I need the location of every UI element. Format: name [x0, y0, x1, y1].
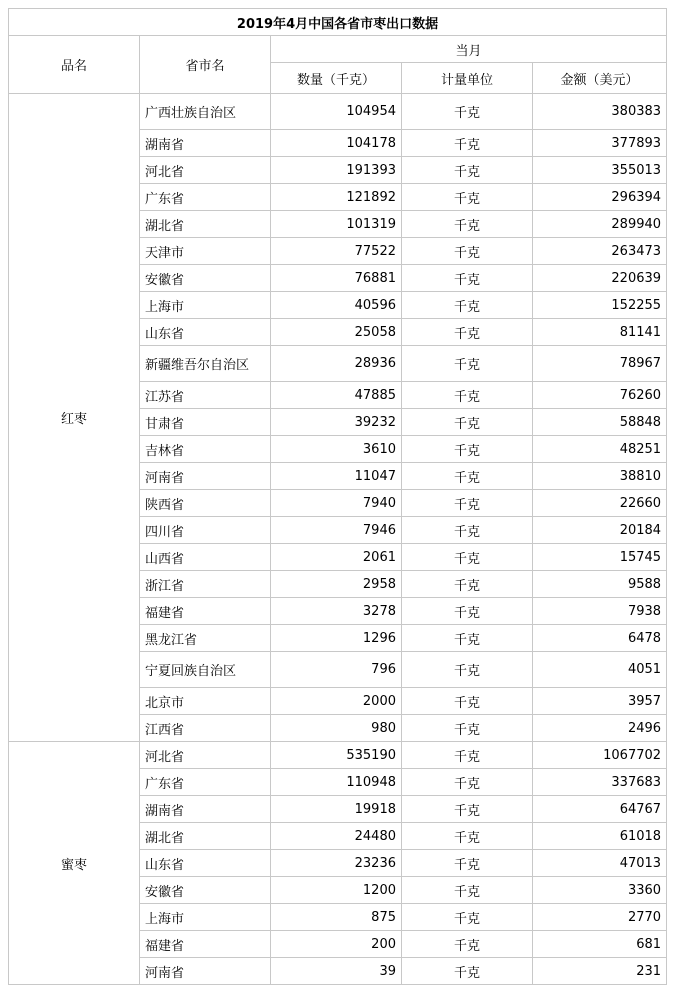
- amount-cell: 681: [533, 931, 667, 958]
- unit-cell: 千克: [402, 544, 533, 571]
- province-cell: 广东省: [140, 184, 271, 211]
- province-cell: 湖南省: [140, 796, 271, 823]
- amount-cell: 355013: [533, 157, 667, 184]
- quantity-cell: 200: [271, 931, 402, 958]
- amount-cell: 48251: [533, 436, 667, 463]
- category-cell: 红枣: [9, 94, 140, 742]
- unit-cell: 千克: [402, 490, 533, 517]
- province-cell: 河南省: [140, 463, 271, 490]
- quantity-cell: 11047: [271, 463, 402, 490]
- province-cell: 天津市: [140, 238, 271, 265]
- province-cell: 北京市: [140, 688, 271, 715]
- title-row: [9, 9, 667, 36]
- quantity-cell: 25058: [271, 319, 402, 346]
- amount-cell: 2770: [533, 904, 667, 931]
- header-row-1: [9, 36, 667, 63]
- unit-cell: 千克: [402, 238, 533, 265]
- province-cell: 山东省: [140, 850, 271, 877]
- province-cell: 安徽省: [140, 877, 271, 904]
- quantity-cell: 39232: [271, 409, 402, 436]
- unit-cell: 千克: [402, 931, 533, 958]
- export-table: [8, 8, 667, 985]
- header-amount: 金额（美元）: [533, 63, 667, 94]
- amount-cell: 38810: [533, 463, 667, 490]
- quantity-cell: 191393: [271, 157, 402, 184]
- quantity-cell: 535190: [271, 742, 402, 769]
- unit-cell: 千克: [402, 850, 533, 877]
- quantity-cell: 110948: [271, 769, 402, 796]
- quantity-cell: 980: [271, 715, 402, 742]
- province-cell: 陕西省: [140, 490, 271, 517]
- quantity-cell: 1200: [271, 877, 402, 904]
- quantity-cell: 3278: [271, 598, 402, 625]
- amount-cell: 20184: [533, 517, 667, 544]
- province-cell: 黑龙江省: [140, 625, 271, 652]
- quantity-cell: 39: [271, 958, 402, 985]
- province-cell: 安徽省: [140, 265, 271, 292]
- unit-cell: 千克: [402, 625, 533, 652]
- province-cell: 江西省: [140, 715, 271, 742]
- amount-cell: 220639: [533, 265, 667, 292]
- amount-cell: 81141: [533, 319, 667, 346]
- amount-cell: 231: [533, 958, 667, 985]
- province-cell: 四川省: [140, 517, 271, 544]
- unit-cell: 千克: [402, 265, 533, 292]
- amount-cell: 296394: [533, 184, 667, 211]
- quantity-cell: 7940: [271, 490, 402, 517]
- quantity-cell: 2958: [271, 571, 402, 598]
- page: [8, 8, 667, 985]
- unit-cell: 千克: [402, 436, 533, 463]
- amount-cell: 152255: [533, 292, 667, 319]
- quantity-cell: 2000: [271, 688, 402, 715]
- unit-cell: 千克: [402, 409, 533, 436]
- province-cell: 广东省: [140, 769, 271, 796]
- unit-cell: 千克: [402, 796, 533, 823]
- amount-cell: 377893: [533, 130, 667, 157]
- unit-cell: 千克: [402, 382, 533, 409]
- amount-cell: 58848: [533, 409, 667, 436]
- amount-cell: 2496: [533, 715, 667, 742]
- province-cell: 湖南省: [140, 130, 271, 157]
- quantity-cell: 40596: [271, 292, 402, 319]
- province-cell: 吉林省: [140, 436, 271, 463]
- unit-cell: 千克: [402, 184, 533, 211]
- unit-cell: 千克: [402, 517, 533, 544]
- amount-cell: 4051: [533, 652, 667, 688]
- amount-cell: 6478: [533, 625, 667, 652]
- quantity-cell: 76881: [271, 265, 402, 292]
- quantity-cell: 7946: [271, 517, 402, 544]
- header-category: 品名: [9, 36, 140, 94]
- unit-cell: 千克: [402, 292, 533, 319]
- table-row: [9, 742, 667, 769]
- province-cell: 河北省: [140, 742, 271, 769]
- province-cell: 福建省: [140, 598, 271, 625]
- province-cell: 湖北省: [140, 823, 271, 850]
- amount-cell: 22660: [533, 490, 667, 517]
- unit-cell: 千克: [402, 688, 533, 715]
- unit-cell: 千克: [402, 769, 533, 796]
- quantity-cell: 28936: [271, 346, 402, 382]
- quantity-cell: 1296: [271, 625, 402, 652]
- quantity-cell: 796: [271, 652, 402, 688]
- amount-cell: 61018: [533, 823, 667, 850]
- unit-cell: 千克: [402, 130, 533, 157]
- header-unit: 计量单位: [402, 63, 533, 94]
- unit-cell: 千克: [402, 598, 533, 625]
- amount-cell: 64767: [533, 796, 667, 823]
- quantity-cell: 875: [271, 904, 402, 931]
- unit-cell: 千克: [402, 157, 533, 184]
- province-cell: 新疆维吾尔自治区: [140, 346, 271, 382]
- quantity-cell: 104954: [271, 94, 402, 130]
- unit-cell: 千克: [402, 463, 533, 490]
- unit-cell: 千克: [402, 571, 533, 598]
- amount-cell: 9588: [533, 571, 667, 598]
- province-cell: 河北省: [140, 157, 271, 184]
- amount-cell: 7938: [533, 598, 667, 625]
- province-cell: 浙江省: [140, 571, 271, 598]
- amount-cell: 15745: [533, 544, 667, 571]
- unit-cell: 千克: [402, 652, 533, 688]
- amount-cell: 263473: [533, 238, 667, 265]
- amount-cell: 1067702: [533, 742, 667, 769]
- unit-cell: 千克: [402, 346, 533, 382]
- header-quantity: 数量（千克）: [271, 63, 402, 94]
- quantity-cell: 24480: [271, 823, 402, 850]
- unit-cell: 千克: [402, 211, 533, 238]
- category-cell: 蜜枣: [9, 742, 140, 985]
- amount-cell: 3360: [533, 877, 667, 904]
- unit-cell: 千克: [402, 958, 533, 985]
- unit-cell: 千克: [402, 742, 533, 769]
- amount-cell: 337683: [533, 769, 667, 796]
- province-cell: 湖北省: [140, 211, 271, 238]
- header-period: 当月: [271, 36, 667, 63]
- amount-cell: 3957: [533, 688, 667, 715]
- province-cell: 上海市: [140, 904, 271, 931]
- amount-cell: 76260: [533, 382, 667, 409]
- province-cell: 上海市: [140, 292, 271, 319]
- unit-cell: 千克: [402, 94, 533, 130]
- unit-cell: 千克: [402, 823, 533, 850]
- quantity-cell: 19918: [271, 796, 402, 823]
- amount-cell: 78967: [533, 346, 667, 382]
- amount-cell: 380383: [533, 94, 667, 130]
- quantity-cell: 77522: [271, 238, 402, 265]
- amount-cell: 47013: [533, 850, 667, 877]
- unit-cell: 千克: [402, 877, 533, 904]
- province-cell: 山西省: [140, 544, 271, 571]
- quantity-cell: 101319: [271, 211, 402, 238]
- province-cell: 宁夏回族自治区: [140, 652, 271, 688]
- quantity-cell: 3610: [271, 436, 402, 463]
- quantity-cell: 47885: [271, 382, 402, 409]
- province-cell: 河南省: [140, 958, 271, 985]
- quantity-cell: 121892: [271, 184, 402, 211]
- table-row: [9, 94, 667, 130]
- unit-cell: 千克: [402, 904, 533, 931]
- province-cell: 江苏省: [140, 382, 271, 409]
- quantity-cell: 104178: [271, 130, 402, 157]
- province-cell: 甘肃省: [140, 409, 271, 436]
- province-cell: 山东省: [140, 319, 271, 346]
- table-body: [9, 94, 667, 985]
- province-cell: 广西壮族自治区: [140, 94, 271, 130]
- table-title: 2019年4月中国各省市枣出口数据: [9, 9, 667, 36]
- unit-cell: 千克: [402, 319, 533, 346]
- amount-cell: 289940: [533, 211, 667, 238]
- unit-cell: 千克: [402, 715, 533, 742]
- header-province: 省市名: [140, 36, 271, 94]
- province-cell: 福建省: [140, 931, 271, 958]
- quantity-cell: 23236: [271, 850, 402, 877]
- quantity-cell: 2061: [271, 544, 402, 571]
